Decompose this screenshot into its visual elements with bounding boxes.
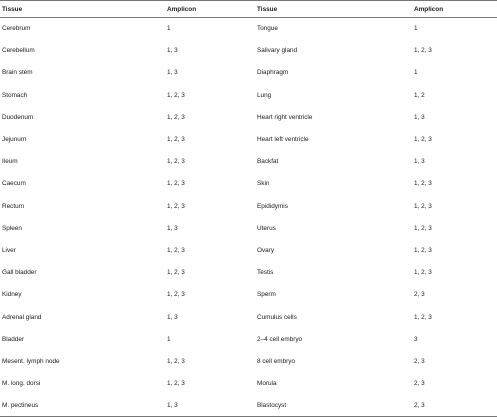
cell-amplicon-right: 1, 2, 3 <box>414 202 432 210</box>
cell-tissue-left: Gall bladder <box>2 269 37 277</box>
cell-amplicon-left: 1, 3 <box>167 69 178 77</box>
cell-amplicon-right: 2, 3 <box>414 380 425 388</box>
cell-tissue-left: Bladder <box>2 335 25 343</box>
cell-tissue-left: Cerebellum <box>2 47 35 55</box>
cell-tissue-right: Backfat <box>257 158 279 166</box>
cell-tissue-right: Diaphragm <box>257 69 289 77</box>
cell-tissue-right: Lung <box>257 91 272 99</box>
cell-tissue-left: Spleen <box>2 224 22 232</box>
cell-tissue-left: Stomach <box>2 91 28 99</box>
cell-amplicon-right: 1 <box>414 69 418 77</box>
cell-amplicon-right: 1, 3 <box>414 113 425 121</box>
cell-tissue-left: Adrenal gland <box>2 313 42 321</box>
cell-tissue-right: Testis <box>257 269 274 277</box>
cell-amplicon-right: 1, 2, 3 <box>414 269 432 277</box>
cell-tissue-right: Skin <box>257 180 270 188</box>
table-row <box>0 395 497 417</box>
cell-amplicon-left: 1 <box>167 25 171 33</box>
header-tissue-right: Tissue <box>255 1 412 18</box>
cell-tissue-right: Blastocyst <box>255 395 412 417</box>
cell-tissue-right: Uterus <box>257 224 276 232</box>
cell-tissue-left: Jejunum <box>2 136 27 144</box>
cell-tissue-right: Cumulus cells <box>257 313 297 321</box>
table-row <box>0 84 497 106</box>
cell-tissue-left: M. pectineus <box>0 395 165 417</box>
cell-amplicon-left: 1, 2, 3 <box>167 91 185 99</box>
cell-amplicon-left: 1 <box>167 335 171 343</box>
cell-amplicon-right: 1, 3 <box>414 158 425 166</box>
header-amplicon-right: Amplicon <box>412 1 497 18</box>
cell-amplicon-left: 1, 2, 3 <box>167 113 185 121</box>
cell-amplicon-right: 2, 3 <box>412 395 497 417</box>
cell-amplicon-left: 1, 2, 3 <box>167 158 185 166</box>
cell-amplicon-left: 1, 3 <box>167 47 178 55</box>
cell-amplicon-left: 1, 2, 3 <box>167 380 185 388</box>
table-row <box>0 262 497 284</box>
cell-tissue-left: Rectum <box>2 202 25 210</box>
cell-amplicon-right: 1, 2, 3 <box>414 313 432 321</box>
cell-amplicon-left: 1, 3 <box>165 395 255 417</box>
cell-amplicon-left: 1, 2, 3 <box>167 269 185 277</box>
table-header-row <box>0 1 497 18</box>
cell-tissue-right: Heart left ventricle <box>257 136 309 144</box>
cell-amplicon-right: 1 <box>414 25 418 33</box>
cell-tissue-left: Duodenum <box>2 113 34 121</box>
cell-amplicon-left: 1, 2, 3 <box>167 180 185 188</box>
cell-amplicon-right: 1, 2 <box>414 91 425 99</box>
table-row <box>0 350 497 372</box>
cell-tissue-left: Ileum <box>2 158 18 166</box>
cell-amplicon-right: 1, 2, 3 <box>414 47 432 55</box>
table-row <box>0 151 497 173</box>
cell-amplicon-right: 1, 2, 3 <box>414 136 432 144</box>
table-row <box>0 40 497 62</box>
table-row <box>0 284 497 306</box>
cell-amplicon-left: 1, 3 <box>167 313 178 321</box>
table-row <box>0 18 497 40</box>
cell-tissue-left: Mesent. lymph node <box>2 357 60 365</box>
table-row <box>0 328 497 350</box>
cell-amplicon-left: 1, 2, 3 <box>167 136 185 144</box>
table-row <box>0 62 497 84</box>
cell-tissue-left: Brain stem <box>2 69 33 77</box>
table-row <box>0 128 497 150</box>
cell-tissue-right: Sperm <box>257 291 276 299</box>
cell-amplicon-right: 1, 2, 3 <box>414 224 432 232</box>
table-row <box>0 373 497 395</box>
cell-tissue-left: M. long. dorsi <box>2 380 41 388</box>
cell-tissue-left: Caecum <box>2 180 26 188</box>
cell-tissue-right: 8 cell embryo <box>257 357 296 365</box>
cell-amplicon-left: 1, 2, 3 <box>167 291 185 299</box>
cell-amplicon-right: 3 <box>414 335 418 343</box>
cell-amplicon-right: 2, 3 <box>414 357 425 365</box>
cell-tissue-left: Kidney <box>2 291 22 299</box>
cell-tissue-right: Epididymis <box>257 202 288 210</box>
cell-tissue-left: Liver <box>2 246 16 254</box>
cell-amplicon-left: 1, 2, 3 <box>167 202 185 210</box>
header-amplicon-left: Amplicon <box>165 1 255 18</box>
cell-tissue-right: Morula <box>257 380 277 388</box>
cell-tissue-right: 2–4 cell embryo <box>257 335 303 343</box>
cell-amplicon-left: 1, 3 <box>167 224 178 232</box>
table-row <box>0 173 497 195</box>
cell-tissue-right: Salivary gland <box>257 47 298 55</box>
cell-tissue-right: Ovary <box>257 246 275 254</box>
cell-tissue-right: Tongue <box>257 25 278 33</box>
table-row <box>0 106 497 128</box>
table-row <box>0 239 497 261</box>
cell-amplicon-left: 1, 2, 3 <box>167 246 185 254</box>
cell-amplicon-left: 1, 2, 3 <box>167 357 185 365</box>
table-row <box>0 217 497 239</box>
cell-tissue-right: Heart right ventricle <box>257 113 313 121</box>
table-row <box>0 306 497 328</box>
cell-amplicon-right: 1, 2, 3 <box>414 180 432 188</box>
header-tissue-left: Tissue <box>0 1 165 18</box>
cell-amplicon-right: 2, 3 <box>414 291 425 299</box>
table-row <box>0 195 497 217</box>
cell-tissue-left: Cerebrum <box>2 25 31 33</box>
table-body <box>0 18 497 417</box>
cell-amplicon-right: 1, 2, 3 <box>414 246 432 254</box>
